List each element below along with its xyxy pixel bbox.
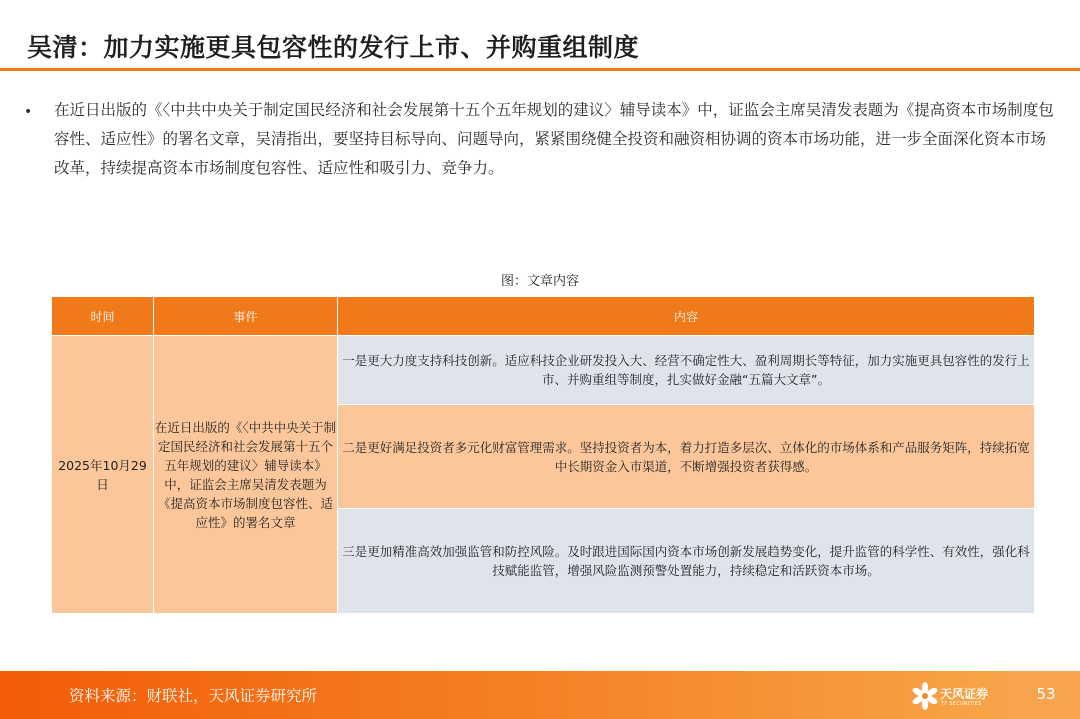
- source-note: 资料来源：财联社，天风证券研究所: [69, 687, 318, 705]
- table-header-row: [52, 297, 1035, 336]
- page-title: 吴清：加力实施更具包容性的发行上市、并购重组制度: [27, 33, 640, 62]
- column-header-event: 事件: [154, 297, 338, 336]
- figure-caption: 图：文章内容: [500, 274, 579, 289]
- company-logo: [910, 680, 990, 712]
- bullet-marker: •: [24, 104, 33, 120]
- page-number-box: [1012, 671, 1080, 719]
- content-cell-2: 二是更好满足投资者多元化财富管理需求。坚持投资者为本，着力打造多层次、立体化的市场体系和产品服务矩阵，持续拓宽中长期资金入市渠道，不断增强投资者获得感。: [338, 405, 1035, 509]
- bullet-paragraph: 在近日出版的《〈中共中央关于制定国民经济和社会发展第十五个五年规划的建议〉辅导读本》中，证监会主席吴清发表题为《提高资本市场制度包容性、适应性》的署名文章，吴清指出，要坚持目标导向、问题导向，紧紧围绕健全投资和融资相协调的资本市场功能，进一步全面深化资本市场改革，持续提高资本市场制度包容性、适应性和吸引力、竞争力。: [54, 101, 1054, 177]
- title-divider: [0, 68, 1080, 71]
- page-number: 53: [1036, 685, 1056, 703]
- column-header-content: 内容: [338, 297, 1035, 336]
- table-row: [52, 336, 1035, 405]
- column-header-time: 时间: [52, 297, 154, 336]
- date-cell: 2025年10月29日: [52, 336, 154, 614]
- article-table: [51, 296, 1035, 614]
- event-cell: 在近日出版的《〈中共中央关于制定国民经济和社会发展第十五个五年规划的建议〉辅导读本》中，证监会主席吴清发表题为《提高资本市场制度包容性、适应性》的署名文章: [154, 336, 338, 614]
- content-cell-3: 三是更加精准高效加强监管和防控风险。及时跟进国际国内资本市场创新发展趋势变化，提升监管的科学性、有效性，强化科技赋能监管，增强风险监测预警处置能力，持续稳定和活跃资本市场。: [338, 509, 1035, 614]
- tf-flower-icon: [910, 680, 940, 712]
- content-cell-1: 一是更大力度支持科技创新。适应科技企业研发投入大、经营不确定性大、盈利周期长等特征，加力实施更具包容性的发行上市、并购重组等制度，扎实做好金融“五篇大文章”。: [338, 336, 1035, 405]
- logo-name: 天风证券: [940, 687, 989, 701]
- logo-subtitle: TF SECURITIES: [941, 701, 982, 707]
